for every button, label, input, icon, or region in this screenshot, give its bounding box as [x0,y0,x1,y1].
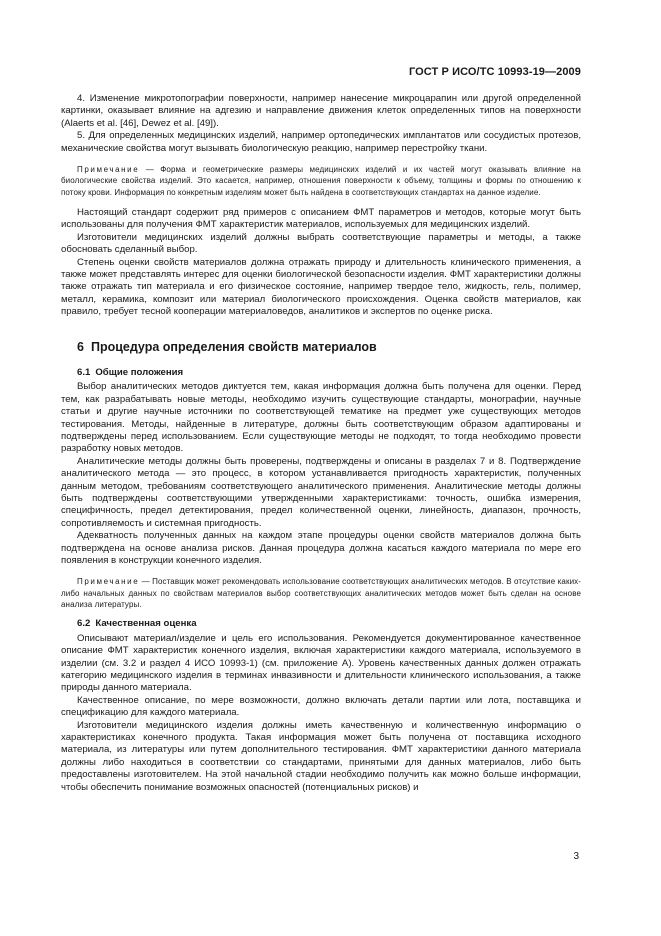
paragraph: Аналитические методы должны быть проверены, подтверждены и описаны в разделах 7 и 8. Подтверждение аналитического метода — это процесс, в котором устанавливается пригодность характеристик, полученных данным методом, требованиям соответствующего аналитического применения. Аналитические методы должны быть подтверждены соответствующими утвержденными характеристиками: точность, ошибка измерения, специфичность, предел детектирования, предел количественной оценки, линейность, диапазон, прочность, сопротивляемость и системная пригодность. [61,455,581,529]
section-number: 6 [77,339,84,354]
document-body [61,93,581,794]
paragraph: Степень оценки свойств материалов должна отражать природу и длительность клинического применения, а также может представлять интерес для оценки биологической безопасности изделия. ФМТ характеристики должны также отражать тип материала и его физическое состояние, например твердое тело, жидкость, гель, полимер, металл, керамика, композит или материал биологического происхождения. Оценка свойств материалов, как правило, требует тесной кооперации материаловедов, аналитиков и экспертов по оценке риска. [61,256,581,318]
section-title: Процедура определения свойств материалов [90,339,377,354]
paragraph: Изготовители медицинских изделий должны выбрать соответствующие параметры и методы, а также обосновать сделанный выбор. [61,231,581,256]
note [61,164,581,198]
subsection-number: 6.1 [77,366,91,378]
paragraph: Выбор аналитических методов диктуется тем, какая информация должна быть получена для оценки. Перед тем, как разрабатывать новые методы, необходимо изучить существующие стандарты, монографии, научные статьи и другие научные источники по соответствующей тематике на предмет уже существующих методов тестирования. Методы, найденные в литературе, должны быть соответствующим образом адаптированы и подтверждены перед использованием. Если существующие методы не подходят, то тогда необходимо провести разработку новых методов. [61,381,581,455]
list-item: 5. Для определенных медицинских изделий, например ортопедических имплантатов или сосудистых протезов, механические свойства могут вызывать биологическую реакцию, например перестройку ткани. [61,130,581,154]
note [61,576,581,610]
paragraph: Адекватность полученных данных на каждом этапе процедуры оценки свойств материалов должна быть подтверждена на основе анализа рисков. Данная процедура должна касаться каждого материала по мере его появления в конструкции конечного изделия. [61,530,581,567]
paragraph: Качественное описание, по мере возможности, должно включать детали партии или лота, поставщика и спецификацию для каждого материала. [61,694,581,719]
paragraph: Изготовители медицинского изделия должны иметь качественную и количественную информацию о характеристиках конечного продукта. Такая информация может быть получена от поставщика исходного материала, из литературы или путем дополнительного тестирования. ФМТ характеристики данного материала должны либо находиться в соответствии со стандартами, принятыми для данных материалов, либо быть предоставлены изготовителем. На этой начальной стадии необходимо получить как можно больше информации, чтобы обеспечить понимание возможных опасностей (потенциальных рисков) и [61,719,581,793]
subsection-title: Общие положения [95,366,184,378]
page-number: 3 [573,851,579,862]
paragraph: Настоящий стандарт содержит ряд примеров с описанием ФМТ параметров и методов, которые могут быть использованы для получения ФМТ характеристик материалов, используемых для медицинских изделий. [61,206,581,231]
paragraph: Описывают материал/изделие и цель его использования. Рекомендуется документированное качественное описание ФМТ характеристик конечного изделия, включая характеристики каждого материала, используемого в изделии (см. 3.2 и раздел 4 ИСО 10993-1) (см. приложение А). Уровень качественных данных должен отражать категорию медицинского изделия в терминах инвазивности и длительности клинического использования, а также природы данного материала. [61,632,581,694]
subsection-heading [77,618,581,630]
subsection-heading [77,367,581,379]
section-heading [77,341,581,353]
note-label: Примечание [77,577,140,587]
list-item: 4. Изменение микротопографии поверхности, например нанесение микроцарапин или другой определенной картинки, оказывает влияние на адгезию и направление движения клеток определенных типов на поверхности (Alaerts et al. [46], Dewez et al. [49]). [61,93,581,129]
note-text: — Форма и геометрические размеры медицинских изделий и их частей могут оказывать влияние на биологические свойства изделий. Это касается, например, отношения поверхности к объему, толщины и формы по отношению к потоку крови. Информация по конкретным изделиям может быть найдена в соответствующих стандартах на данное изделие. [61,165,581,197]
subsection-number: 6.2 [77,618,91,630]
note-text: — Поставщик может рекомендовать использование соответствующих аналитических методов. В отсутствие каких-либо начальных данных по свойствам материалов выбор соответствующих аналитических методов может быть сделан на основе анализа литературы. [61,577,582,610]
document-code-header: ГОСТ Р ИСО/ТС 10993-19—2009 [408,66,581,78]
note-label: Примечание [77,165,140,175]
subsection-title: Качественная оценка [95,618,197,630]
